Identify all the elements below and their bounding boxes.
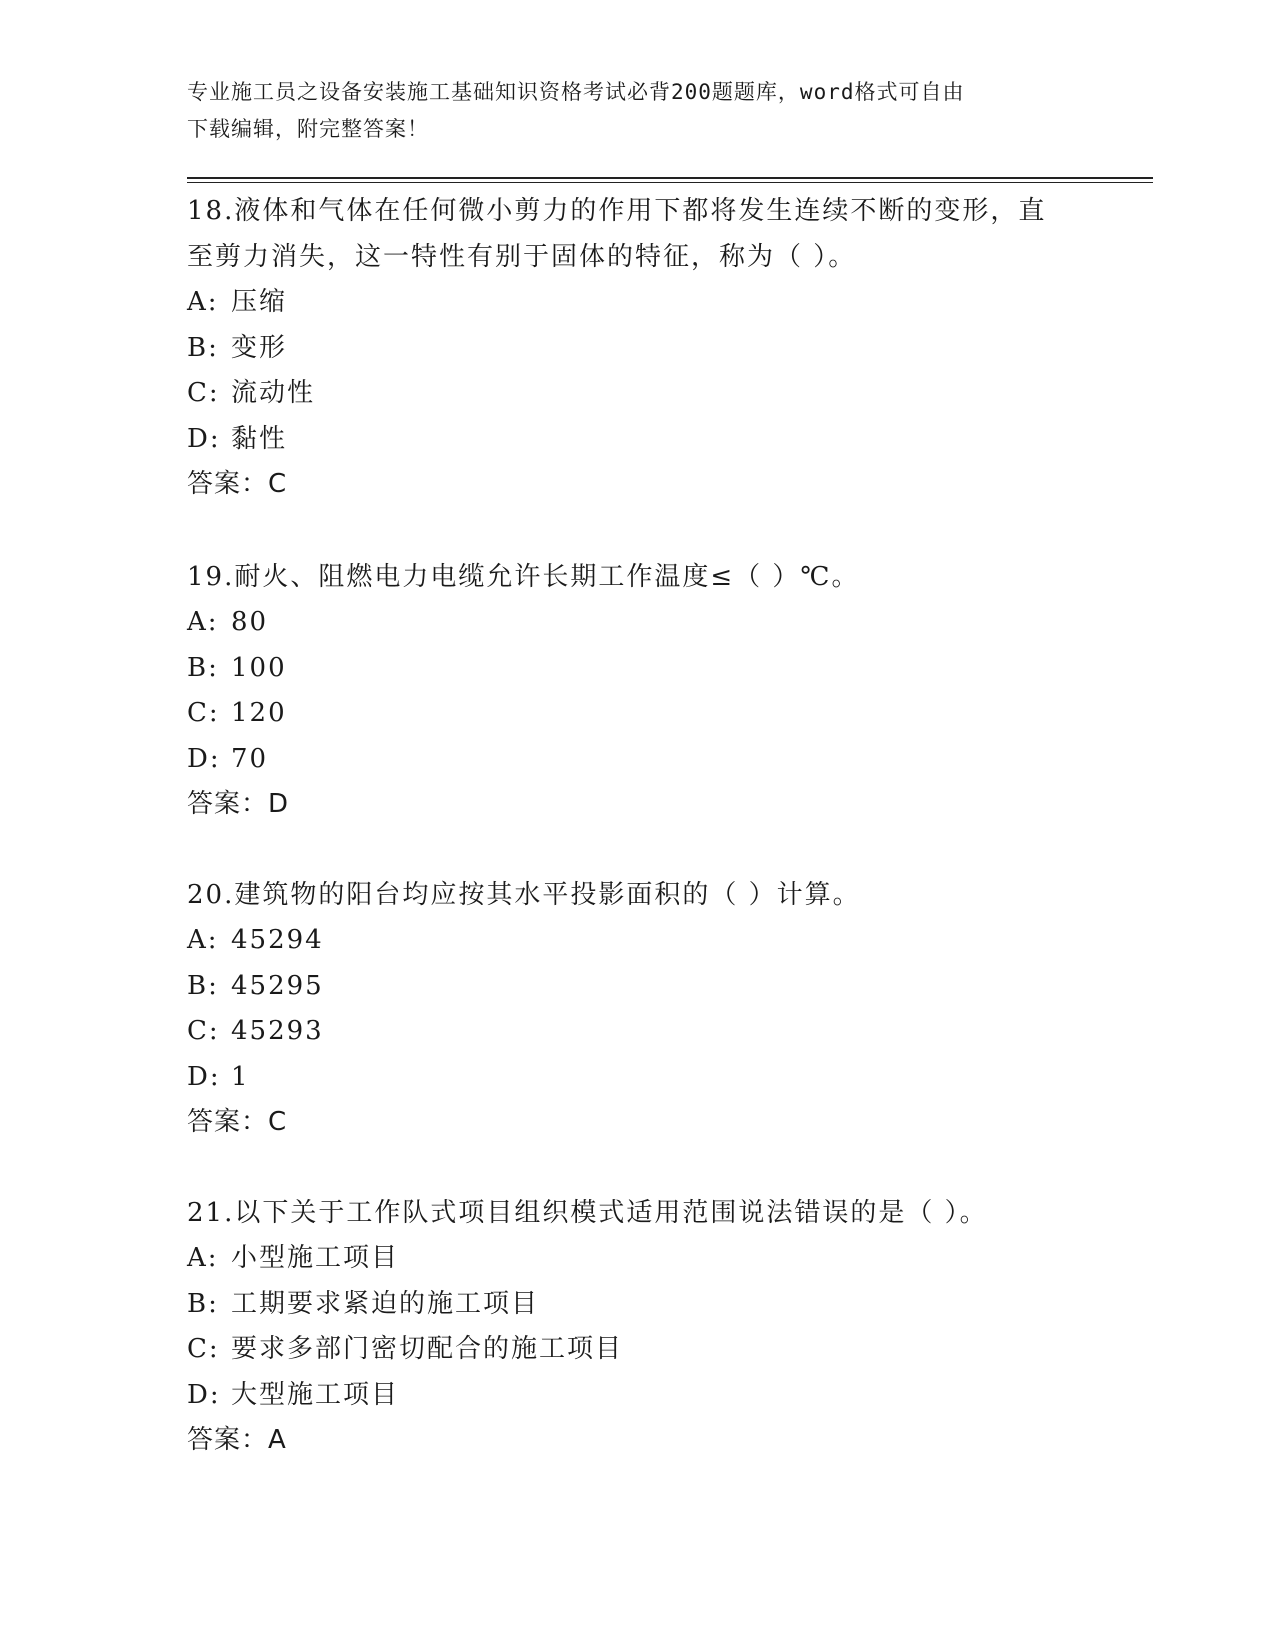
option-text: 1 xyxy=(231,1061,250,1092)
option-text: 45294 xyxy=(231,925,324,955)
option-b xyxy=(187,646,1087,692)
option-text: 压缩 xyxy=(231,287,288,317)
header-title-line-1: 专业施工员之设备安装施工基础知识资格考试必背200题题库，word格式可自由 xyxy=(187,80,965,104)
option-text: 工期要求紧迫的施工项目 xyxy=(231,1288,540,1319)
answer-line: 答案：A xyxy=(187,1425,287,1455)
option-key: C: xyxy=(187,378,220,408)
option-c xyxy=(187,1327,1087,1373)
option-d xyxy=(187,1055,1087,1101)
option-text: 变形 xyxy=(231,332,288,363)
question-20 xyxy=(187,872,1087,1146)
option-key: D: xyxy=(187,423,221,454)
option-a xyxy=(187,600,1087,646)
option-key: B: xyxy=(187,332,219,363)
answer-line: 答案：C xyxy=(187,469,288,499)
question-stem-line: 至剪力消失，这一特性有别于固体的特征，称为（ ）。 xyxy=(187,242,857,272)
option-d xyxy=(187,1373,1087,1419)
option-a xyxy=(187,1236,1087,1282)
question-stem xyxy=(187,1190,1087,1236)
question-stem xyxy=(187,188,1087,280)
option-key: A: xyxy=(187,607,219,637)
option-text: 黏性 xyxy=(231,423,288,454)
option-key: A: xyxy=(187,925,219,955)
question-stem-line: 21.以下关于工作队式项目组织模式适用范围说法错误的是（ ）。 xyxy=(187,1198,988,1228)
option-b xyxy=(187,964,1087,1010)
option-b xyxy=(187,326,1087,372)
option-c xyxy=(187,371,1087,417)
option-text: 45295 xyxy=(231,970,324,1001)
question-stem xyxy=(187,554,1087,600)
option-key: D: xyxy=(187,1061,221,1092)
option-text: 80 xyxy=(231,607,269,637)
header-divider-thick xyxy=(187,177,1153,179)
answer-line: 答案：C xyxy=(187,1107,288,1137)
option-key: C: xyxy=(187,1334,220,1364)
option-key: B: xyxy=(187,1288,219,1319)
option-key: B: xyxy=(187,652,219,683)
option-d xyxy=(187,417,1087,463)
option-text: 70 xyxy=(231,743,269,774)
option-key: A: xyxy=(187,287,219,317)
option-text: 流动性 xyxy=(231,378,316,408)
question-stem-line: 19.耐火、阻燃电力电缆允许长期工作温度≤（ ）℃。 xyxy=(187,562,860,592)
question-19 xyxy=(187,554,1087,828)
answer-line: 答案：D xyxy=(187,789,290,819)
header-divider-thin xyxy=(187,182,1153,183)
option-text: 大型施工项目 xyxy=(231,1379,400,1410)
option-text: 120 xyxy=(231,698,287,728)
document-header xyxy=(187,74,1067,148)
question-stem xyxy=(187,872,1087,918)
option-c xyxy=(187,1009,1087,1055)
option-key: B: xyxy=(187,970,219,1001)
option-text: 45293 xyxy=(231,1016,324,1046)
option-text: 小型施工项目 xyxy=(231,1243,400,1273)
question-18 xyxy=(187,188,1087,508)
option-key: D: xyxy=(187,1379,221,1410)
option-key: A: xyxy=(187,1243,219,1273)
option-key: D: xyxy=(187,743,221,774)
option-b xyxy=(187,1282,1087,1328)
option-key: C: xyxy=(187,1016,220,1046)
question-stem-line: 18.液体和气体在任何微小剪力的作用下都将发生连续不断的变形，直 xyxy=(187,196,1047,226)
option-a xyxy=(187,280,1087,326)
option-text: 要求多部门密切配合的施工项目 xyxy=(231,1334,624,1364)
question-stem-line: 20.建筑物的阳台均应按其水平投影面积的（ ）计算。 xyxy=(187,880,861,910)
option-c xyxy=(187,691,1087,737)
option-key: C: xyxy=(187,698,220,728)
option-d xyxy=(187,737,1087,783)
question-21 xyxy=(187,1190,1087,1464)
option-text: 100 xyxy=(231,652,287,683)
option-a xyxy=(187,918,1087,964)
header-title-line-2: 下载编辑，附完整答案！ xyxy=(187,117,429,141)
